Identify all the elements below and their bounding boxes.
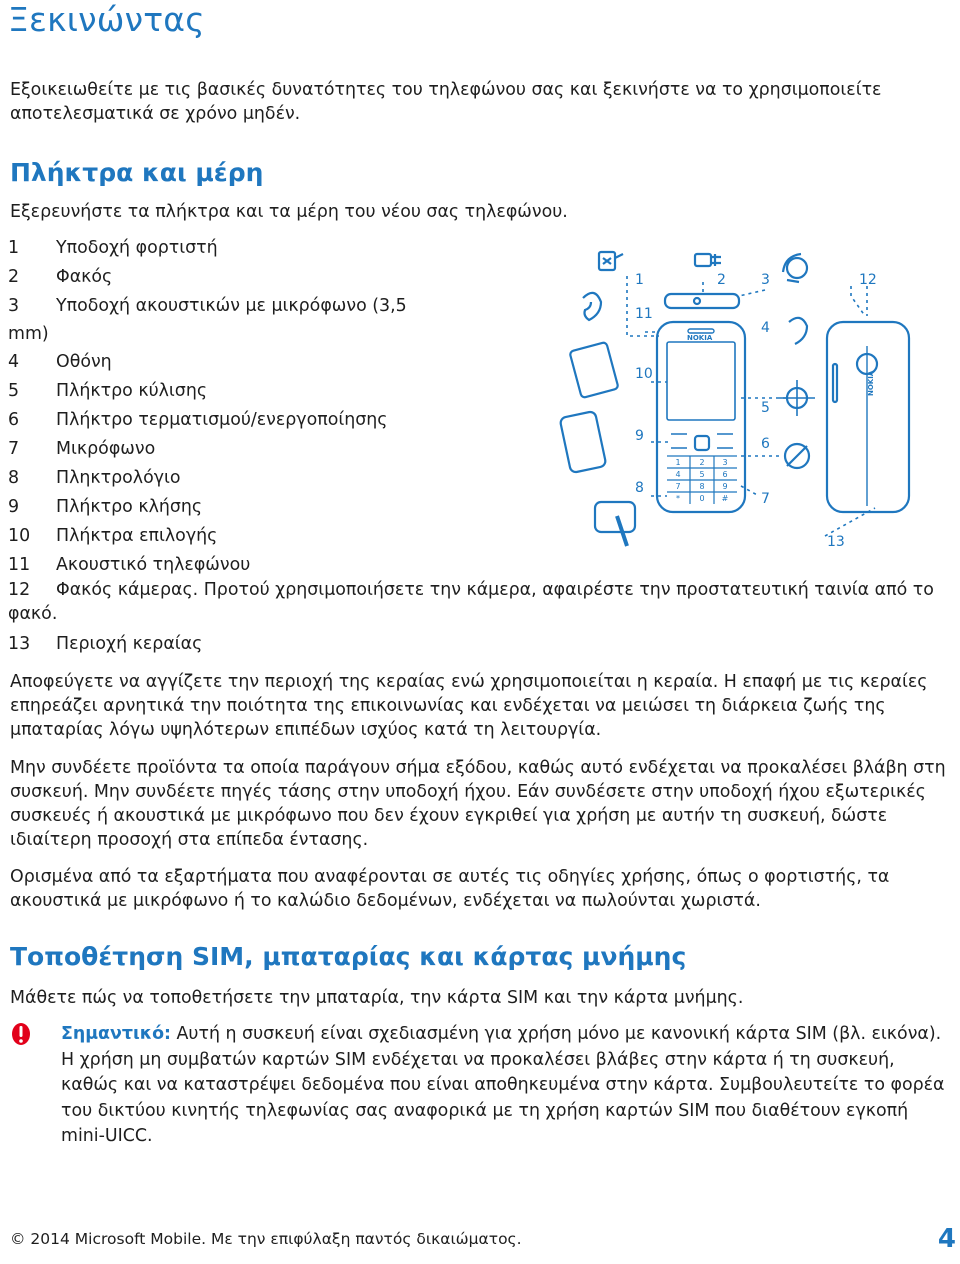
intro-text: Εξοικειωθείτε με τις βασικές δυνατότητες του τηλεφώνου σας και ξεκινήστε να το χρησιμοποιείτε αποτελεσματικά σε χρόνο μηδέν. xyxy=(10,80,882,124)
accessories-note: Ορισμένα από τα εξαρτήματα που αναφέρονται σε αυτές τις οδηγίες χρήσης, όπως ο φορτιστής, τα ακουστικά με μικρόφωνο ή το καλώδιο δεδομένων, ενδέχεται να πωλούνται χωριστά. xyxy=(10,867,890,911)
callout-9: 9 xyxy=(635,428,644,444)
key-hash: # xyxy=(721,494,729,503)
callout-10: 10 xyxy=(635,366,653,382)
parts-list-continued xyxy=(8,578,948,656)
parts-list xyxy=(8,234,553,580)
key-8: 8 xyxy=(699,482,705,491)
callout-4: 4 xyxy=(761,320,770,336)
callout-7: 7 xyxy=(761,491,770,507)
list-item: 3 Υποδοχή ακουστικών με μικρόφωνο (3,5 mm) xyxy=(8,296,407,344)
earpiece-icon xyxy=(583,293,601,320)
flashlight-icon xyxy=(695,254,721,266)
key-2: 2 xyxy=(699,458,705,467)
key-4: 4 xyxy=(675,470,681,479)
hand-phone-icon xyxy=(560,342,635,546)
callout-13: 13 xyxy=(827,534,845,550)
callout-5: 5 xyxy=(761,400,770,416)
page-title: Ξεκινώντας xyxy=(8,0,205,39)
callout-1: 1 xyxy=(635,272,644,288)
back-brand-logo: NOKIA xyxy=(867,370,875,396)
key-5: 5 xyxy=(699,470,705,479)
key-9: 9 xyxy=(722,482,728,491)
brand-logo: NOKIA xyxy=(687,334,713,342)
callout-3: 3 xyxy=(761,272,770,288)
list-item: 1 Υποδοχή φορτιστή xyxy=(8,238,218,258)
list-item: 2 Φακός xyxy=(8,267,113,287)
keys-lead: Εξερευνήστε τα πλήκτρα και τα μέρη του νέου σας τηλεφώνου. xyxy=(10,202,568,222)
antenna-note: Αποφεύγετε να αγγίζετε την περιοχή της κεραίας ενώ χρησιμοποιείται η κεραία. Η επαφή με τις κεραίες επηρεάζει αρνητικά την ποιότητα της επικοινωνίας και ενδέχεται να μειώσει τη διάρκεια ζωής της μπαταρίας λόγω υψηλότερων επιπέδων ισχύος κατά τη λειτουργία. xyxy=(10,672,928,740)
list-item: 10 Πλήκτρα επιλογής xyxy=(8,526,218,546)
list-item: 5 Πλήκτρο κύλισης xyxy=(8,381,208,401)
important-note xyxy=(61,1022,951,1150)
sim-heading: Τοποθέτηση SIM, μπαταρίας και κάρτας μνήμης xyxy=(10,942,687,971)
ear-icon xyxy=(789,318,807,344)
keys-heading: Πλήκτρα και μέρη xyxy=(10,158,264,187)
charger-icon xyxy=(599,252,623,270)
warning-icon xyxy=(10,1022,32,1048)
list-item: 6 Πλήκτρο τερματισμού/ενεργοποίησης xyxy=(8,410,388,430)
power-icon xyxy=(785,444,809,468)
list-item: 11 Ακουστικό τηλεφώνου xyxy=(8,555,251,575)
page-number: 4 xyxy=(937,1224,956,1254)
phone-back xyxy=(827,322,909,512)
headset-icon xyxy=(783,254,807,282)
key-star: * xyxy=(676,494,680,503)
list-item: 12 Φακός κάμερας. Προτού χρησιμοποιήσετε την κάμερα, αφαιρέστε την προστατευτική ταινία από το φακό. xyxy=(8,580,934,624)
callout-6: 6 xyxy=(761,436,770,452)
copyright: © 2014 Microsoft Mobile. Με την επιφύλαξη παντός δικαιώματος. xyxy=(10,1230,522,1248)
connect-note: Μην συνδέετε προϊόντα τα οποία παράγουν σήμα εξόδου, καθώς αυτό ενδέχεται να προκαλέσει βλάβη στη συσκευή. Μην συνδέετε πηγές τάσης στην υποδοχή ήχου. Εάν συνδέσετε στην υποδοχή ήχου εξωτερικές συσκευές ή ακουστικά με μικρόφωνο που δεν έχουν εγκριθεί για χρήση με αυτήν τη συσκευή, δώστε ιδιαίτερη προσοχή στα επίπεδα έντασης. xyxy=(10,758,946,850)
phone-front xyxy=(657,294,745,512)
key-6: 6 xyxy=(722,470,728,479)
key-7: 7 xyxy=(675,482,681,491)
callout-8: 8 xyxy=(635,480,644,496)
key-0: 0 xyxy=(699,494,705,503)
callout-11: 11 xyxy=(635,306,653,322)
key-1: 1 xyxy=(675,458,681,467)
list-item: 13 Περιοχή κεραίας xyxy=(8,634,203,654)
key-3: 3 xyxy=(722,458,728,467)
list-item: 4 Οθόνη xyxy=(8,352,112,372)
callout-12: 12 xyxy=(859,272,877,288)
sim-lead: Μάθετε πώς να τοποθετήσετε την μπαταρία, την κάρτα SIM και την κάρτα μνήμης. xyxy=(10,988,744,1008)
important-label: Σημαντικό: xyxy=(61,1024,171,1044)
list-item: 8 Πληκτρολόγιο xyxy=(8,468,181,488)
list-item: 9 Πλήκτρο κλήσης xyxy=(8,497,203,517)
important-text: Αυτή η συσκευή είναι σχεδιασμένη για χρήση μόνο με κανονική κάρτα SIM (βλ. εικόνα). Η χρήση μη συμβατών καρτών SIM ενδέχεται να προκαλέσει βλάβες στην κάρτα ή τη συσκευή, καθώς και να καταστρέψει δεδομένα που είναι αποθηκευμένα στην κάρτα. Συμβουλευτείτε το φορέα του δικτύου κινητής τηλεφωνίας σας αναφορικά με τη χρήση καρτών SIM που διαθέτουν εγκοπή mini-UICC. xyxy=(61,1024,945,1146)
list-item: 7 Μικρόφωνο xyxy=(8,439,156,459)
callout-2: 2 xyxy=(717,272,726,288)
phone-parts-figure xyxy=(555,246,955,556)
